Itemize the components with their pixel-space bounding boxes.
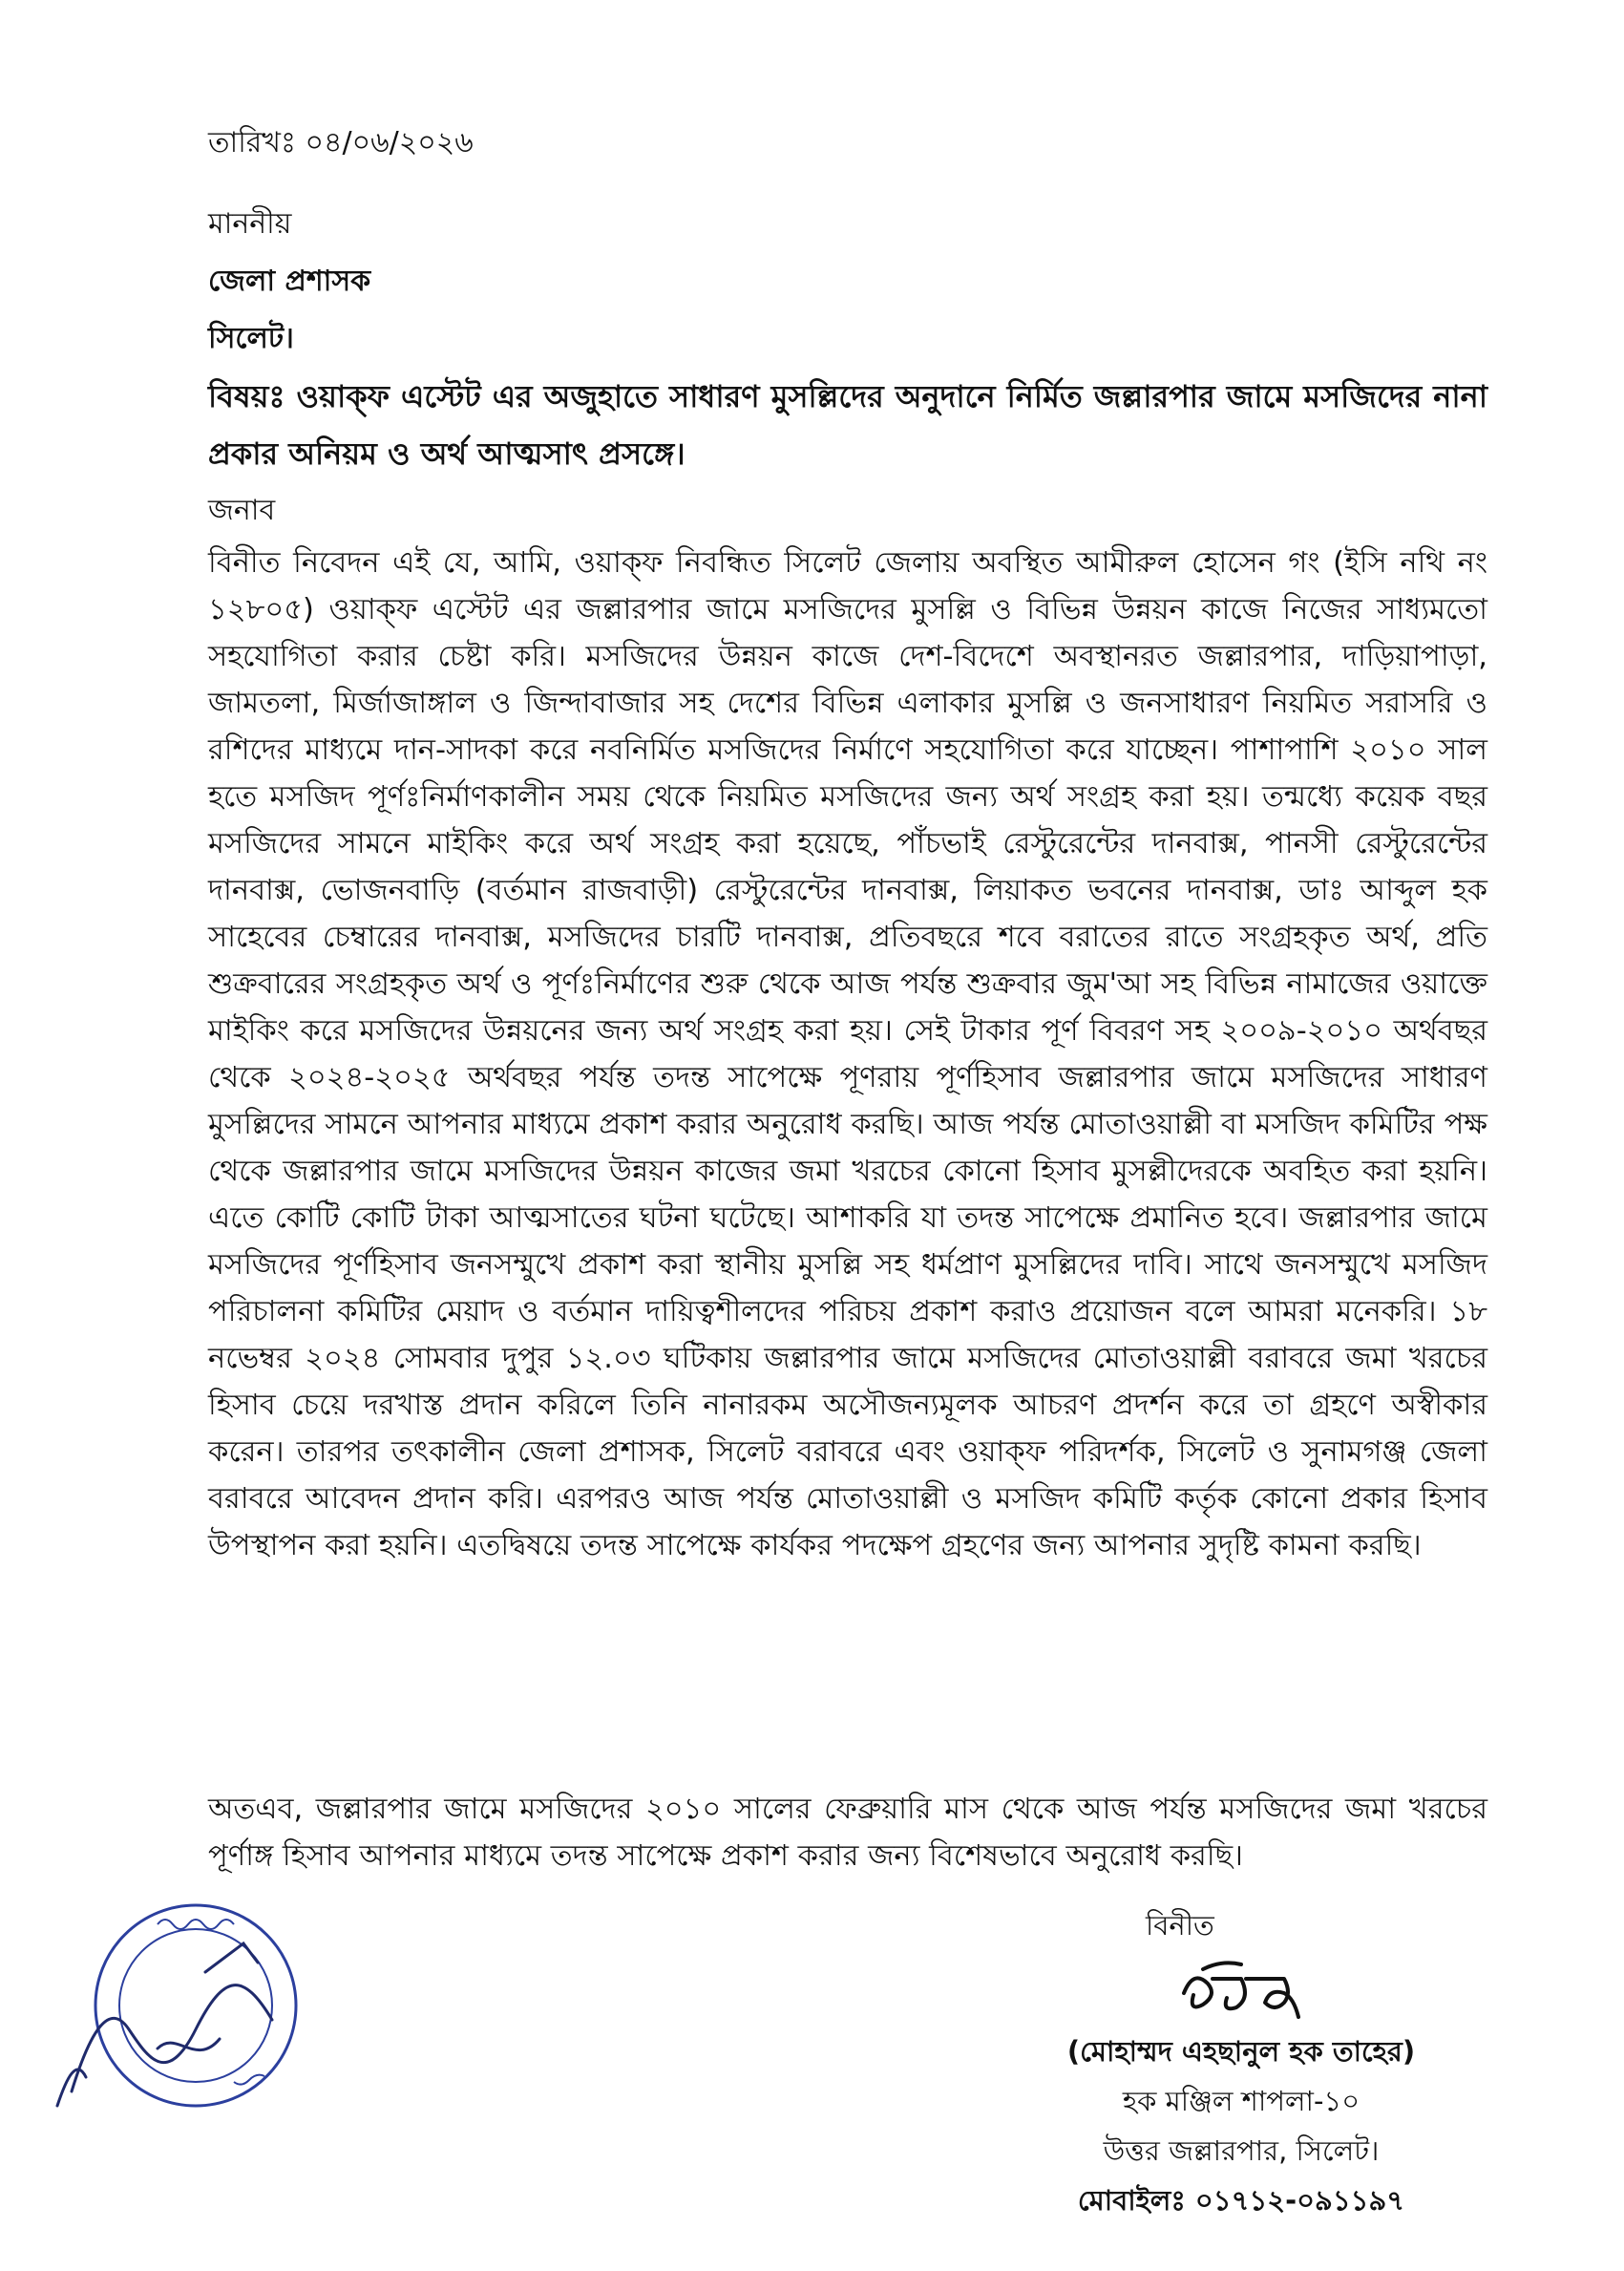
sender-mobile: মোবাইলঃ ০১৭১২-০৯১১৯৭ [1077, 2184, 1405, 2217]
recipient-honorific: মাননীয় [208, 207, 292, 241]
signature-block [993, 1900, 1489, 2225]
recipient-location: সিলেট। [208, 322, 294, 355]
sign-off: বিনীত [1146, 1909, 1214, 1942]
salutation: জনাব [208, 494, 276, 527]
letter-body: বিনীত নিবেদন এই যে, আমি, ওয়াক্ফ নিবন্ধিত সিলেট জেলায় অবস্থিত আমীরুল হোসেন গং (ইসি নথি নং ১২৮০৫) ওয়াক্ফ এস্টেট এর জল্লারপার জামে মসজিদের মুসল্লি ও বিভিন্ন উন্নয়ন কাজে নিজের সাধ্যমতো সহযোগিতা করার চেষ্টা করি। মসজিদের উন্নয়ন কাজে দেশ-বিদেশে অবস্থানরত জল্লারপার, দাড়িয়াপাড়া, জামতলা, মির্জাজাঙ্গাল ও জিন্দাবাজার সহ দেশের বিভিন্ন এলাকার মুসল্লি ও জনসাধারণ নিয়মিত সরাসরি ও রশিদের মাধ্যমে দান-সাদকা করে নবনির্মিত মসজিদের নির্মাণে সহযোগিতা করে যাচ্ছেন। পাশাপাশি ২০১০ সাল হতে মসজিদ পূর্ণঃনির্মাণকালীন সময় থেকে নিয়মিত মসজিদের জন্য অর্থ সংগ্রহ করা হয়। তন্মধ্যে কয়েক বছর মসজিদের সামনে মাইকিং করে অর্থ সংগ্রহ করা হয়েছে, পাঁচভাই রেস্টুরেন্টের দানবাক্স, পানসী রেস্টুরেন্টের দানবাক্স, ভোজনবাড়ি (বর্তমান রাজবাড়ী) রেস্টুরেন্টের দানবাক্স, লিয়াকত ভবনের দানবাক্স, ডাঃ আব্দুল হক সাহেবের চেম্বারের দানবাক্স, মসজিদের চারটি দানবাক্স, প্রতিবছরে শবে বরাতের রাতে সংগ্রহকৃত অর্থ, প্রতি শুক্রবারের সংগ্রহকৃত অর্থ ও পূর্ণঃনির্মাণের শুরু থেকে আজ পর্যন্ত শুক্রবার জুম'আ সহ বিভিন্ন নামাজের ওয়াক্তে মাইকিং করে মসজিদের উন্নয়নের জন্য অর্থ সংগ্রহ করা হয়। সেই টাকার পূর্ণ বিবরণ সহ ২০০৯-২০১০ অর্থবছর থেকে ২০২৪-২০২৫ অর্থবছর পর্যন্ত তদন্ত সাপেক্ষে পূণরায় পূর্ণহিসাব জল্লারপার জামে মসজিদের সাধারণ মুসল্লিদের সামনে আপনার মাধ্যমে প্রকাশ করার অনুরোধ করছি। আজ পর্যন্ত মোতাওয়াল্লী বা মসজিদ কমিটির পক্ষ থেকে জল্লারপার জামে মসজিদের উন্নয়ন কাজের জমা খরচের কোনো হিসাব মুসল্লীদেরকে অবহিত করা হয়নি। এতে কোটি কোটি টাকা আত্মসাতের ঘটনা ঘটেছে। আশাকরি যা তদন্ত সাপেক্ষে প্রমানিত হবে। জল্লারপার জামে মসজিদের পূর্ণহিসাব জনসম্মুখে প্রকাশ করা স্থানীয় মুসল্লি সহ ধর্মপ্রাণ মুসল্লিদের দাবি। সাথে জনসম্মুখে মসজিদ পরিচালনা কমিটির মেয়াদ ও বর্তমান দায়িত্বশীলদের পরিচয় প্রকাশ করাও প্রয়োজন বলে আমরা মনেকরি। ১৮ নভেম্বর ২০২৪ সোমবার দুপুর ১২.০৩ ঘটিকায় জল্লারপার জামে মসজিদের মোতাওয়াল্লী বরাবরে জমা খরচের হিসাব চেয়ে দরখাস্ত প্রদান করিলে তিনি নানারকম অসৌজন্যমূলক আচরণ প্রদর্শন করে তা গ্রহণে অস্বীকার করেন। তারপর তৎকালীন জেলা প্রশাসক, সিলেট বরাবরে এবং ওয়াক্ফ পরিদর্শক, সিলেট ও সুনামগঞ্জ জেলা বরাবরে আবেদন প্রদান করি। এরপরও আজ পর্যন্ত মোতাওয়াল্লী ও মসজিদ কমিটি কর্তৃক কোনো প্রকার হিসাব উপস্থাপন করা হয়নি। এতদ্বিষয়ে তদন্ত সাপেক্ষে কার্যকর পদক্ষেপ গ্রহণের জন্য আপনার সুদৃষ্টি কামনা করছি। [208, 546, 1487, 1562]
letter-date: তারিখঃ ০৪/০৬/২০২৬ [208, 126, 474, 159]
sender-address-line1: হক মঞ্জিল শাপলা-১০ [1122, 2085, 1360, 2117]
sender-address-line2: উত্তর জল্লারপার, সিলেট। [1103, 2134, 1380, 2167]
handwritten-signature [1146, 1950, 1337, 2027]
recipient-block [208, 196, 370, 368]
letter-closing-request: অতএব, জল্লারপার জামে মসজিদের ২০১০ সালের ফেব্রুয়ারি মাস থেকে আজ পর্যন্ত মসজিদের জমা খরচের পূর্ণাঙ্গ হিসাব আপনার মাধ্যমে তদন্ত সাপেক্ষে প্রকাশ করার জন্য বিশেষভাবে অনুরোধ করছি। [208, 1793, 1487, 1873]
letter-subject: বিষয়ঃ ওয়াক্ফ এস্টেট এর অজুহাতে সাধারণ মুসল্লিদের অনুদানে নির্মিত জল্লারপার জামে মসজিদের নানা প্রকার অনিয়ম ও অর্থ আত্মসাৎ প্রসঙ্গে। [208, 378, 1487, 472]
recipient-title: জেলা প্রশাসক [208, 265, 371, 298]
office-receipt-stamp [53, 1886, 339, 2125]
sender-name: (মোহাম্মদ এহছানুল হক তাহের) [1066, 2035, 1416, 2068]
